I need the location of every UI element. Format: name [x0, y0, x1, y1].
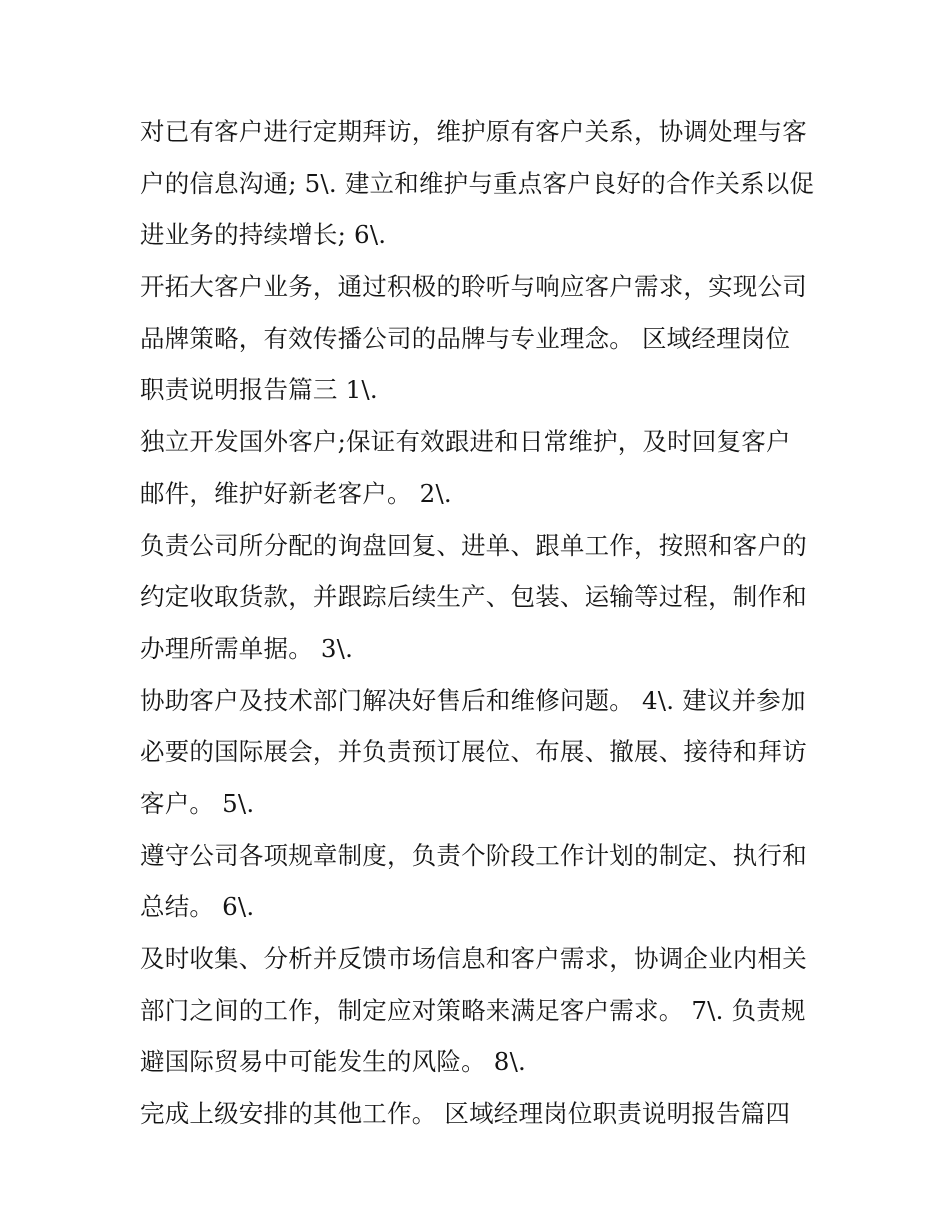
- text-line: 对已有客户进行定期拜访，维护原有客户关系，协调处理与客: [140, 117, 807, 146]
- text-line: 开拓大客户业务，通过积极的聆听与响应客户需求，实现公司: [140, 272, 807, 302]
- text-line: 独立开发国外客户;保证有效跟进和日常维护，及时回复客户: [140, 427, 791, 457]
- text-line: 客户。 5\.: [140, 788, 255, 818]
- text-line: 及时收集、分析并反馈市场信息和客户需求，协调企业内相关: [140, 944, 807, 973]
- text-line: 职责说明报告篇三 1\.: [140, 375, 378, 405]
- text-line: 邮件，维护好新老客户。 2\.: [140, 478, 452, 508]
- text-line: 避国际贸易中可能发生的风险。 8\.: [140, 1047, 527, 1077]
- text-line: 部门之间的工作，制定应对策略来满足客户需求。 7\. 负责规: [140, 995, 806, 1025]
- text-line: 负责公司所分配的询盘回复、进单、跟单工作，按照和客户的: [140, 530, 807, 560]
- text-line: 必要的国际展会，并负责预订展位、布展、撤展、接待和拜访: [140, 737, 807, 767]
- text-line: 完成上级安排的其他工作。 区域经理岗位职责说明报告篇四: [140, 1099, 791, 1129]
- text-line: 协助客户及技术部门解决好售后和维修问题。 4\. 建议并参加: [140, 685, 806, 715]
- text-line: 办理所需单据。 3\.: [140, 633, 354, 663]
- text-line: 进业务的持续增长; 6\.: [140, 220, 387, 250]
- text-line: 总结。 6\.: [140, 892, 255, 922]
- document-body: [140, 106, 820, 1140]
- text-line: 遵守公司各项规章制度，负责个阶段工作计划的制定、执行和: [140, 840, 807, 870]
- text-line: 品牌策略，有效传播公司的品牌与专业理念。 区域经理岗位: [140, 323, 791, 353]
- text-line: 约定收取货款，并跟踪后续生产、包装、运输等过程，制作和: [140, 582, 807, 612]
- text-line: 户的信息沟通; 5\. 建立和维护与重点客户良好的合作关系以促: [140, 168, 815, 198]
